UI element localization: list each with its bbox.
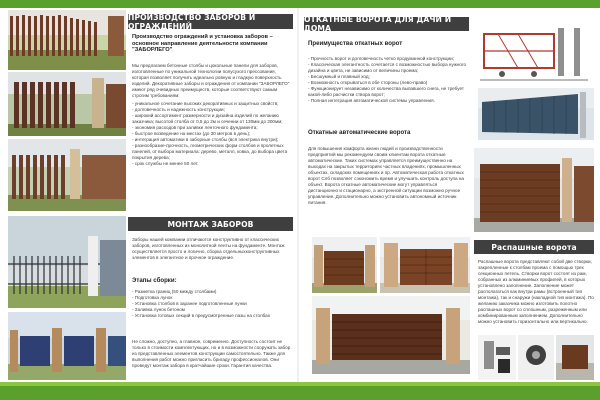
fences-section-title: ПРОИЗВОДСТВО ЗАБОРОВ И ОГРАЖДЕНИЙ bbox=[128, 14, 293, 29]
gates-advantages-list bbox=[308, 56, 468, 104]
step-item: - Установка готовых секций в предусмотренные пазы на столбах bbox=[132, 313, 271, 318]
benefit-item: - разнообразие-прочность, геометрических форм столбов и пролетных панелей, от выбора материала: дерево, металл, ковка, до выбора цвета покрытия дерева; bbox=[132, 143, 288, 160]
swing-gates-title: Распашные ворота bbox=[474, 240, 594, 254]
bottom-accent-stripe bbox=[0, 382, 600, 386]
top-accent-bar bbox=[0, 0, 600, 8]
gate-wide-photo bbox=[312, 296, 470, 374]
fence-photo-mesh bbox=[8, 139, 126, 211]
fence-photo-wood bbox=[8, 10, 126, 70]
step-item: - Подготовка лунок bbox=[132, 295, 173, 300]
benefit-item: - быстрое возведение на местах (до 30 метров в день); bbox=[132, 131, 251, 136]
benefit-item: - широкий ассортимент размерности и дизайна изделий по желанию заказчика; высотой столба от 0,5 до 2м и сечении от 130мм до 300мм; bbox=[132, 113, 283, 124]
fences-benefits-list bbox=[132, 101, 292, 167]
montage-section-title: МОНТАЖ ЗАБОРОВ bbox=[128, 217, 293, 231]
step-item: - Заливка лунок бетоном bbox=[132, 307, 185, 312]
steps-list bbox=[132, 289, 292, 319]
fences-intro bbox=[132, 63, 292, 167]
montage-text: Заборы нашей компании отличаются конструктивно от классических заборов, изготовленных из монолитной ленты на фундаменте. Монтаж осуществляется просто и логично, сборка отдельныхконструктивных элементов в элегантное и прочное ограждение. bbox=[132, 237, 285, 260]
wood-gate-photo bbox=[474, 148, 594, 232]
step-item: - Разметка границ (50 между столбами) bbox=[132, 289, 217, 294]
advantage-item: - Прочность ворот и долговечность четко продуманной конструкции; bbox=[308, 56, 454, 61]
benefit-item: - срок службы не менее 50 лет. bbox=[132, 161, 199, 166]
benefit-item: - интеграция автоматики в заборные столбы (вся электрика внутри); bbox=[132, 137, 279, 142]
fence-photo-stone bbox=[8, 72, 126, 136]
advantage-item: - Полная интеграция автоматической системы управления. bbox=[308, 98, 435, 103]
montage-outro: Не сложно, доступно, а главное, современно. Доступность состоит не только в стоимости комплектующих, но и в возможности сооружать забор из представленных элементов конструкции самостоятельно. Также для выполнения работ можно пригласить бригаду профессионалов. Они проведут монтаж забора в кратчайшие сроки. Гарантия качества. bbox=[132, 339, 291, 368]
bottom-accent-bar bbox=[0, 382, 600, 400]
gate-small-photo bbox=[556, 335, 594, 380]
steps-title: Этапы сборки: bbox=[132, 277, 177, 284]
gate-hardware-photo bbox=[478, 335, 516, 380]
fence-photo-metal bbox=[8, 216, 126, 308]
advantage-item: - Функционирует независимо от количества выпавшего снега, не требует какой-либо расчистки створа ворот; bbox=[308, 86, 464, 97]
fences-lead: Производство ограждений и установка заборов – основное направление деятельности компании "ЗАБОРЛЕГО" bbox=[132, 34, 273, 54]
advantage-item: - Возможность открываться в обе стороны (лево-право) bbox=[308, 80, 428, 85]
swing-gate-photo-1 bbox=[312, 237, 377, 293]
benefit-item: - уникальное сочетание высоких декоративных и защитных свойств; bbox=[132, 101, 279, 106]
gate-detail-photo bbox=[518, 335, 554, 380]
page-fold bbox=[297, 8, 299, 382]
fences-intro-text: Мы предлагаем бетонные столбы и цокольные панели для заборов, изготовленные по уникальной технологии полусухого прессования, которая позволяет получить идеально ровную и гладкую поверхность изделий. Декоративные заборы и ограждения от компании "ЗАБОРЛЕГО" имеют ряд очевидных преимуществ, которые соответствуют самым строгим требованиям: bbox=[132, 63, 290, 98]
gates-advantages-title: Преимущества откатных ворот bbox=[308, 40, 403, 47]
advantage-item: - Бесшумный и плавный ход; bbox=[308, 74, 370, 79]
gates-section-title: ОТКАТНЫЕ ВОРОТА ДЛЯ ДАЧИ И ДОМА bbox=[304, 17, 469, 31]
swing-gates-text: Распашные ворота представляют собой две створки, закрепленные к столбам проема с помощью трех секционных петель. Створки ворот состоят из рам, собранных из алюминиевых профилей, в которых установлено заполнение. Заполнение может располагаться как внутри рамы (встроенный тип монтажа), так и снаружи (накладной тип монтажа). По желанию заказчика можно изготовить полотно распашных ворот со сплошным, разреженным или комбинированным заполнением. Дополнительно можно установить горизонтально или вертикально. bbox=[478, 259, 594, 324]
auto-gates-title: Откатные автоматические ворота bbox=[308, 129, 411, 136]
fence-photo-brick bbox=[8, 312, 126, 380]
gate-diagram bbox=[478, 24, 590, 86]
auto-gates-text: Для повышения комфорта жизни людей и производственности предприятий мы рекомендуем своим клиентам ворота откатные автоматические. Таких системах управляется преимущественно на выходах на закрытых территориях частных владениях, промышленных объектах, складских помещениях и пр. Автоматическая работа откатных ворот Слб позволяет сэкономить время и улучшить контроль доступа на объект. Ворота откатные автоматические могут управляться дистанционно и стационарно, а экстренной ситуации возможно ручное управление. Дополнительно можно установить автономный источник питания. bbox=[308, 146, 464, 205]
benefit-item: - долговечность и надежность конструкции; bbox=[132, 107, 225, 112]
benefit-item: - экономия расходов при заливке ленточного фундамента; bbox=[132, 125, 258, 130]
swing-gate-photo-2 bbox=[380, 237, 470, 293]
sliding-gate-photo bbox=[478, 88, 594, 140]
step-item: - Установка столбов в заранее подготовленные лунки bbox=[132, 301, 247, 306]
advantage-item: - Классическая элегантность сочетается с возможностью выбора нужного дизайна и цвета, не зависимо от величины проема; bbox=[308, 62, 467, 73]
